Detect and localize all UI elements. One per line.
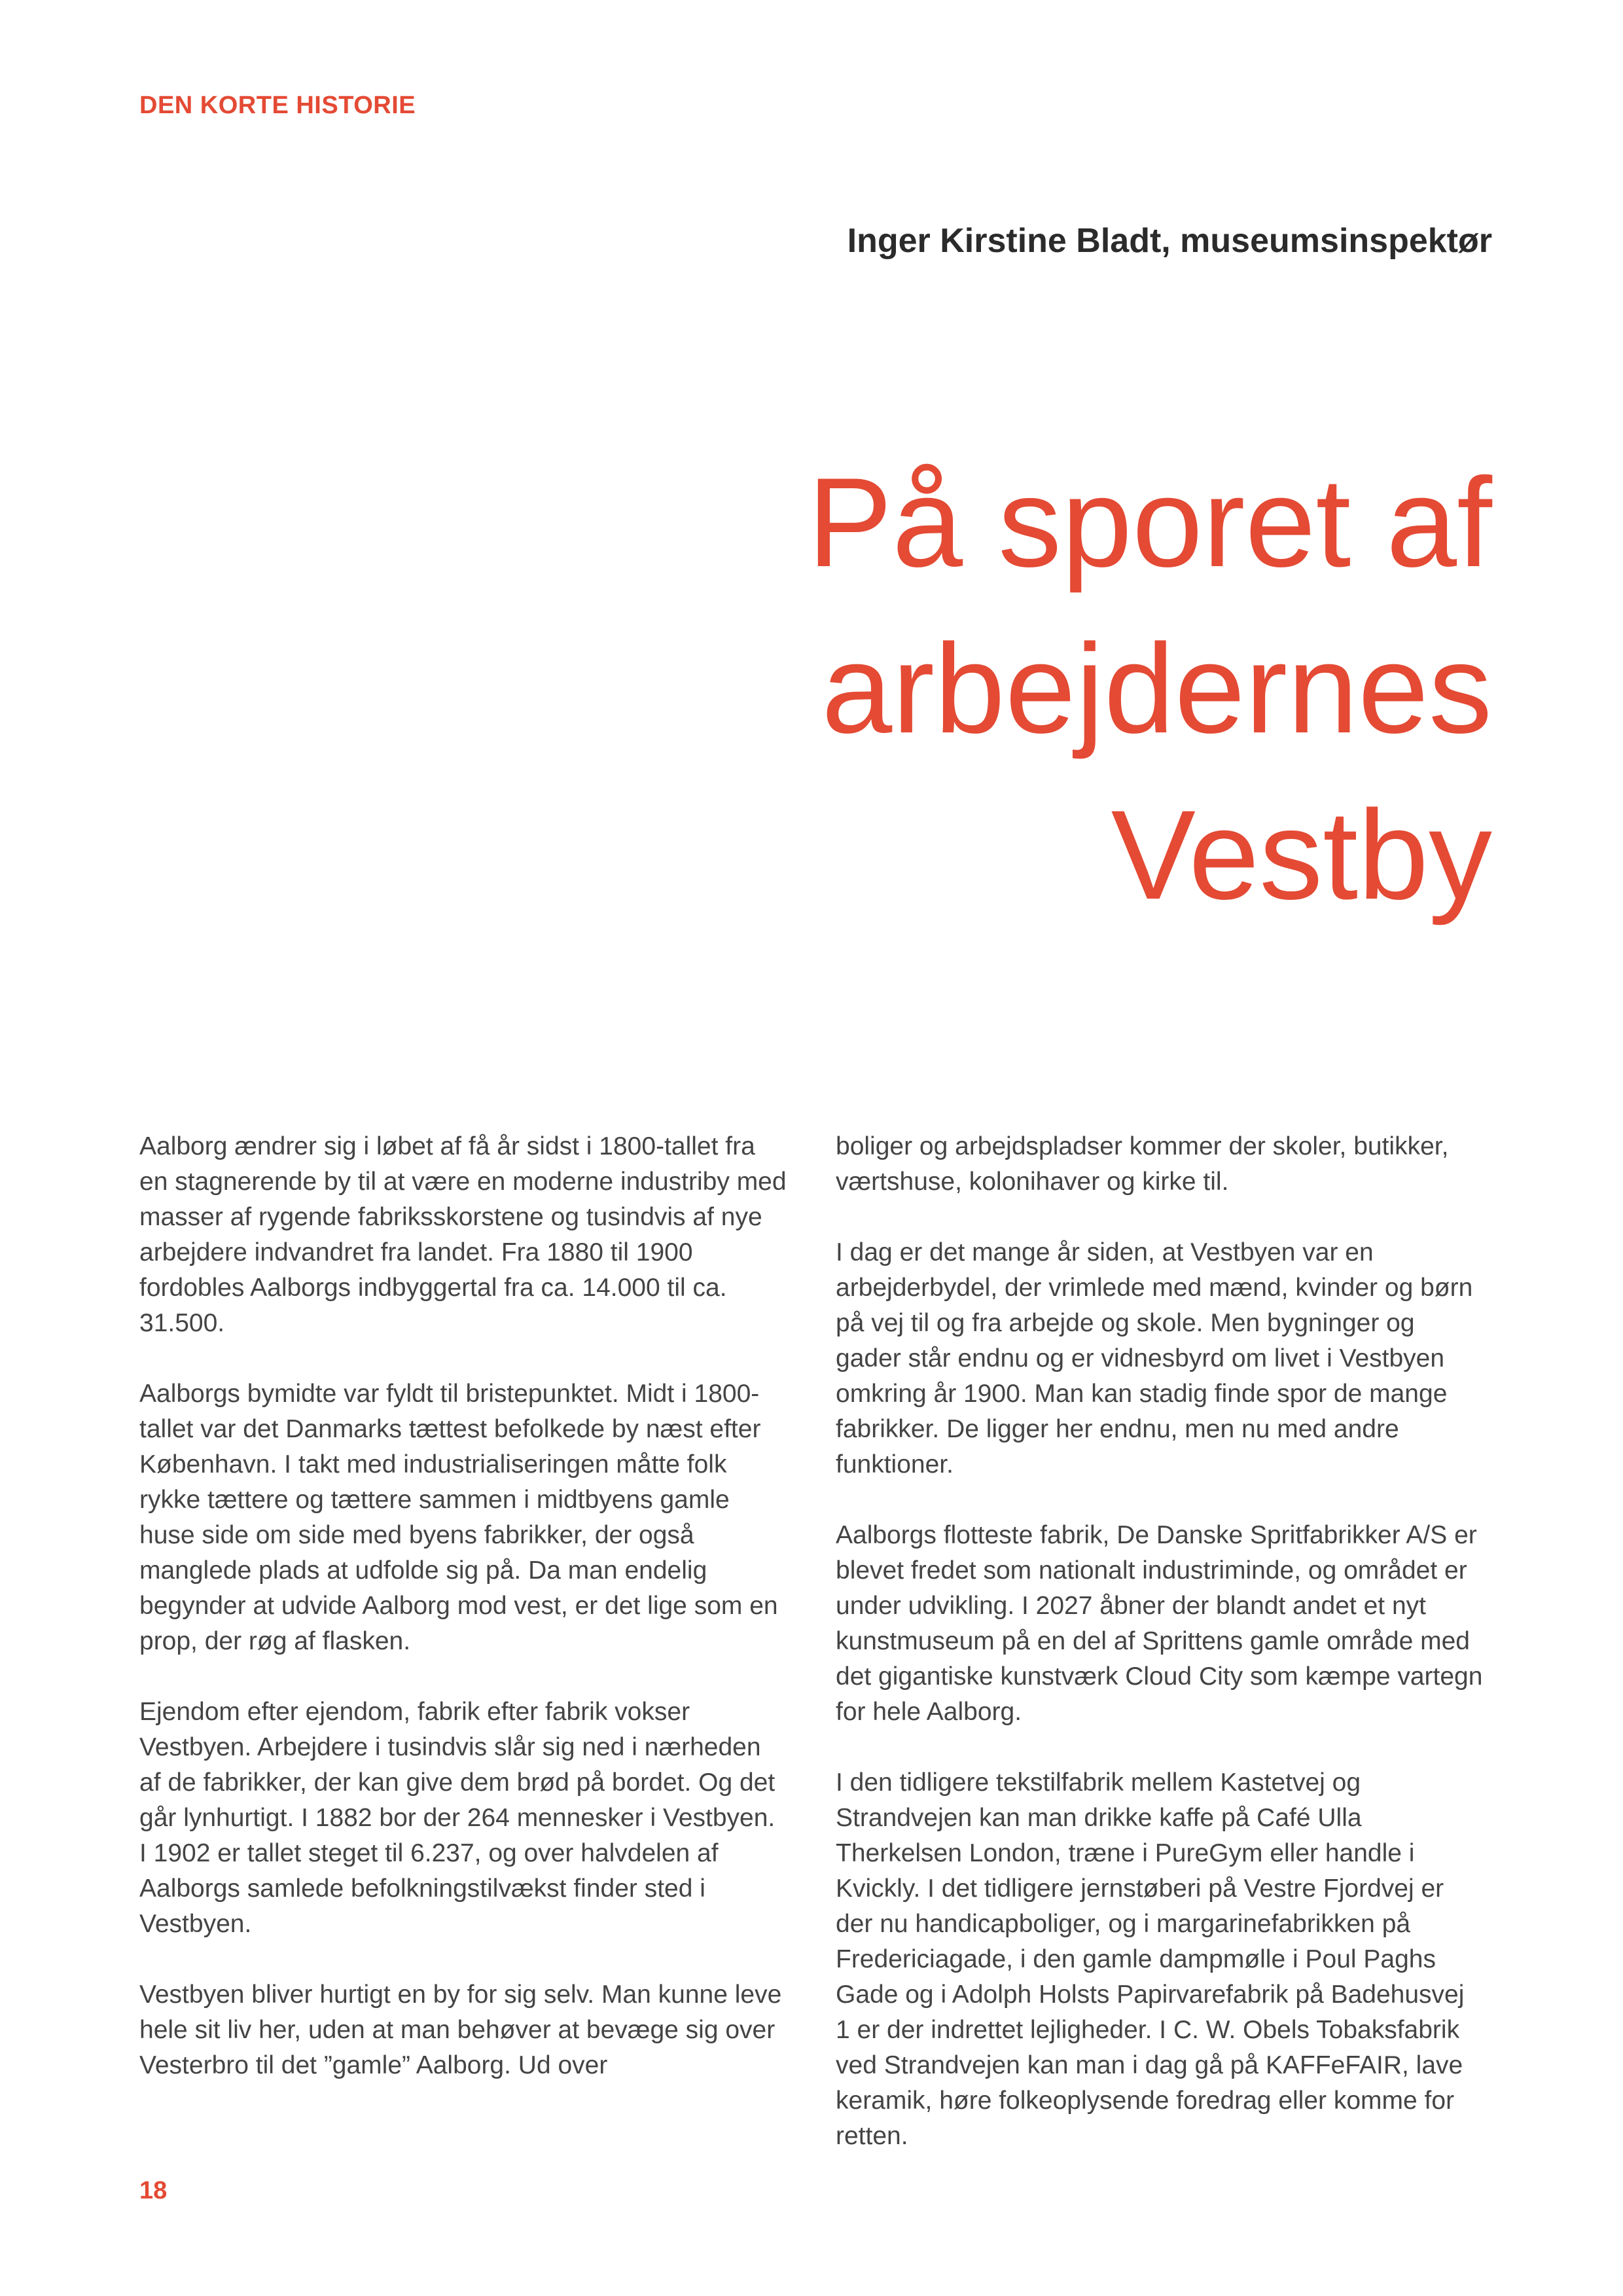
title-line: arbejdernes (821, 618, 1492, 760)
author-byline: Inger Kirstine Bladt, museumsinspektør (847, 222, 1492, 260)
paragraph: Vestbyen bliver hurtigt en by for sig selv. Man kunne leve hele sit liv her, uden at man behøver at bevæge sig over Vesterbro til det ”gamle” Aalborg. Ud over (139, 1981, 782, 2079)
page-number: 18 (139, 2177, 168, 2204)
title-line: Vestby (1111, 784, 1492, 926)
article-title (641, 440, 1492, 939)
paragraph: I den tidligere tekstilfabrik mellem Kastetvej og Strandvejen kan man drikke kaffe på Café Ulla Therkelsen London, træne i PureGym eller handle i Kvickly. I det tidligere jernstøberi på Vestre Fjordvej er der nu handicapboliger, og i margarinefabrikken på Fredericiagade, i den gamle dampmølle i Poul Paghs Gade og i Adolph Holsts Papirvarefabrik på Badehusvej 1 er der indrettet lejligheder. I C. W. Obels Tobaksfabrik ved Strandvejen kan man i dag gå på KAFFeFAIR, lave keramik, høre folkeoplysende foredrag eller komme for retten. (836, 1768, 1465, 2150)
body-column-left (139, 1129, 787, 2119)
body-column-right (836, 1129, 1484, 2189)
paragraph: Aalborgs flotteste fabrik, De Danske Spritfabrikker A/S er blevet fredet som nationalt industriminde, og området er under udvikling. I 2027 åbner der blandt andet et nyt kunstmuseum på en del af Sprittens gamle område med det gigantiske kunstværk Cloud City som kæmpe vartegn for hele Aalborg. (836, 1521, 1483, 1726)
paragraph: I dag er det mange år siden, at Vestbyen var en arbejderbydel, der vrimlede med mænd, kvinder og børn på vej til og fra arbejde og skole. Men bygninger og gader står endnu og er vidnesbyrd om livet i Vestbyen omkring år 1900. Man kan stadig finde spor de mange fabrikker. De ligger her endnu, men nu med andre funktioner. (836, 1238, 1473, 1479)
paragraph: Aalborg ændrer sig i løbet af få år sidst i 1800-tallet fra en stagnerende by til at være en moderne industriby med masser af rygende fabriksskorstene og tusindvis af nye arbejdere indvandret fra landet. Fra 1880 til 1900 fordobles Aalborgs indbyggertal fra ca. 14.000 til ca. 31.500. (139, 1132, 787, 1337)
paragraph: Aalborgs bymidte var fyldt til bristepunktet. Midt i 1800-tallet var det Danmarks tættest befolkede by næst efter København. I takt med industrialiseringen måtte folk rykke tættere og tættere sammen i midtbyens gamle huse side om side med byens fabrikker, der også manglede plads at udfolde sig på. Da man endelig begynder at udvide Aalborg mod vest, er det lige som en prop, der røg af flasken. (139, 1380, 778, 1655)
paragraph: Ejendom efter ejendom, fabrik efter fabrik vokser Vestbyen. Arbejdere i tusindvis slår sig ned i nærheden af de fabrikker, der kan give dem brød på bordet. Og det går lynhurtigt. I 1882 bor der 264 mennesker i Vestbyen. I 1902 er tallet steget til 6.237, og over halvdelen af Aalborgs samlede befolkningstilvækst finder sted i Vestbyen. (139, 1698, 776, 1938)
section-label: DEN KORTE HISTORIE (139, 92, 416, 119)
title-line: På sporet af (807, 452, 1492, 594)
paragraph: boliger og arbejdspladser kommer der skoler, butikker, værtshuse, kolonihaver og kirke til. (836, 1132, 1449, 1196)
